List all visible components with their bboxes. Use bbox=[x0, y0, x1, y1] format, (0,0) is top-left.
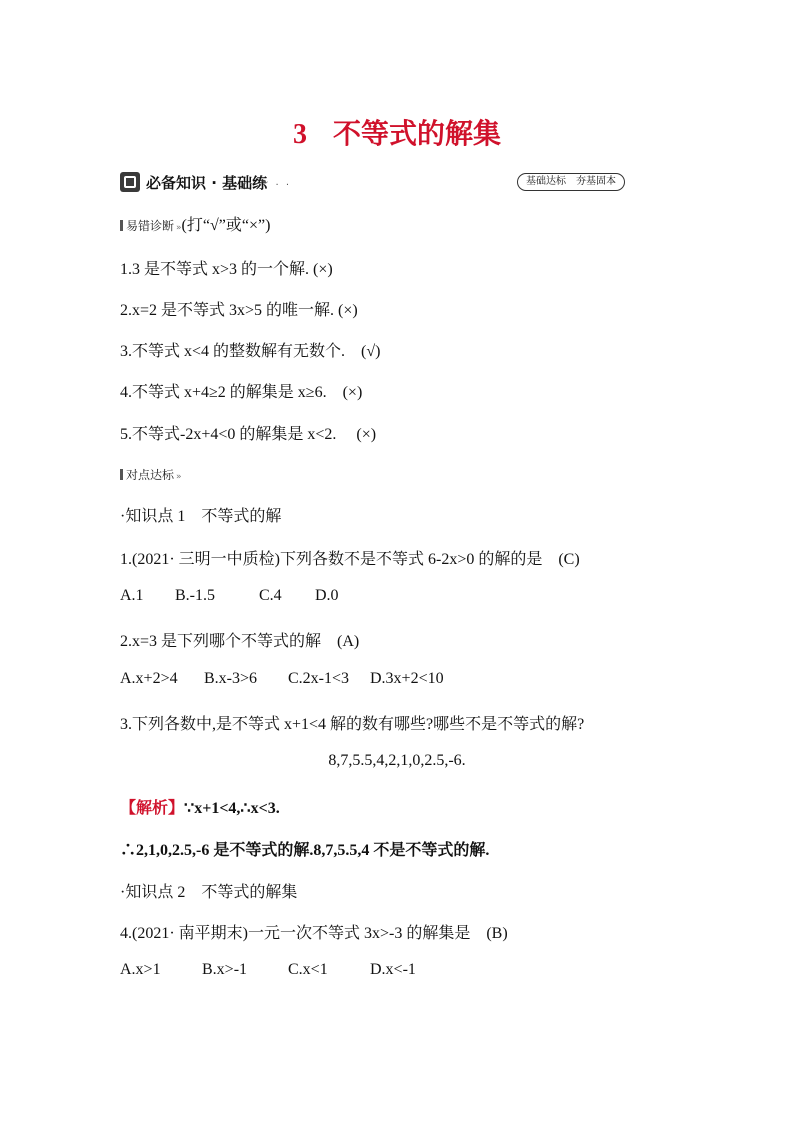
option: A.x+2>4 bbox=[120, 670, 178, 687]
judge-item: 5.不等式-2x+4<0 的解集是 x<2. (×) bbox=[120, 426, 377, 443]
banner-decoration: ❧ . . bbox=[260, 177, 292, 188]
banner-tag: 基础达标 夯基固本 bbox=[517, 173, 625, 191]
question-3-stem: 3.下列各数中,是不等式 x+1<4 解的数有哪些?哪些不是不等式的解? bbox=[120, 716, 585, 733]
title-number: 3 bbox=[292, 119, 307, 150]
chevron-icon: » bbox=[176, 223, 182, 233]
chevron-icon: » bbox=[176, 472, 182, 482]
option: A.1 bbox=[120, 587, 144, 604]
section-label-text: 易错诊断 bbox=[126, 219, 175, 233]
section-label-text: 对点达标 bbox=[126, 468, 175, 482]
section-label-practice bbox=[120, 466, 182, 483]
question-1-options bbox=[120, 587, 339, 605]
question-4-stem: 4.(2021· 南平期末)一元一次不等式 3x>-3 的解集是 (B) bbox=[120, 925, 508, 942]
section-label-suffix: (打“√”或“×”) bbox=[181, 217, 271, 234]
option: C.2x-1<3 bbox=[288, 670, 350, 687]
analysis-line-1 bbox=[120, 795, 280, 818]
option: B.x-3>6 bbox=[204, 670, 258, 687]
section-banner bbox=[120, 170, 620, 194]
title-text: 不等式的解集 bbox=[332, 117, 501, 150]
question-2-options bbox=[120, 670, 444, 688]
option: B.x>-1 bbox=[202, 961, 248, 978]
analysis-line-2: ∴2,1,0,2.5,-6 是不等式的解.8,7,5.5,4 不是不等式的解. bbox=[120, 842, 490, 859]
option: D.x<-1 bbox=[370, 961, 416, 978]
question-2-stem: 2.x=3 是下列哪个不等式的解 (A) bbox=[120, 633, 360, 650]
knowledge-point-1: ·知识点 1 不等式的解 bbox=[120, 508, 282, 525]
analysis-tag: 【解析】 bbox=[120, 798, 185, 817]
option: B.-1.5 bbox=[175, 587, 215, 604]
option: A.x>1 bbox=[120, 961, 161, 978]
section-bar-icon bbox=[120, 469, 123, 480]
banner-title: 必备知识 · 基础练 bbox=[146, 174, 268, 192]
question-1-stem: 1.(2021· 三明一中质检)下列各数不是不等式 6-2x>0 的解的是 (C) bbox=[120, 551, 580, 568]
question-4-options bbox=[120, 961, 416, 979]
analysis-text: ∵x+1<4,∴x<3. bbox=[184, 800, 280, 817]
knowledge-point-2: ·知识点 2 不等式的解集 bbox=[120, 884, 298, 901]
section-label-diagnosis bbox=[120, 212, 270, 235]
option: D.3x+2<10 bbox=[370, 670, 444, 687]
judge-item: 2.x=2 是不等式 3x>5 的唯一解. (×) bbox=[120, 302, 358, 319]
judge-item: 3.不等式 x<4 的整数解有无数个. (√) bbox=[120, 343, 381, 360]
section-bar-icon bbox=[120, 220, 123, 231]
option: D.0 bbox=[315, 587, 339, 604]
option: C.4 bbox=[259, 587, 282, 604]
book-icon bbox=[120, 172, 140, 192]
page-title bbox=[0, 112, 794, 152]
judge-item: 4.不等式 x+4≥2 的解集是 x≥6. (×) bbox=[120, 384, 363, 401]
option: C.x<1 bbox=[288, 961, 328, 978]
judge-item: 1.3 是不等式 x>3 的一个解. (×) bbox=[120, 261, 333, 278]
question-3-numbers: 8,7,5.5,4,2,1,0,2.5,-6. bbox=[328, 752, 466, 769]
